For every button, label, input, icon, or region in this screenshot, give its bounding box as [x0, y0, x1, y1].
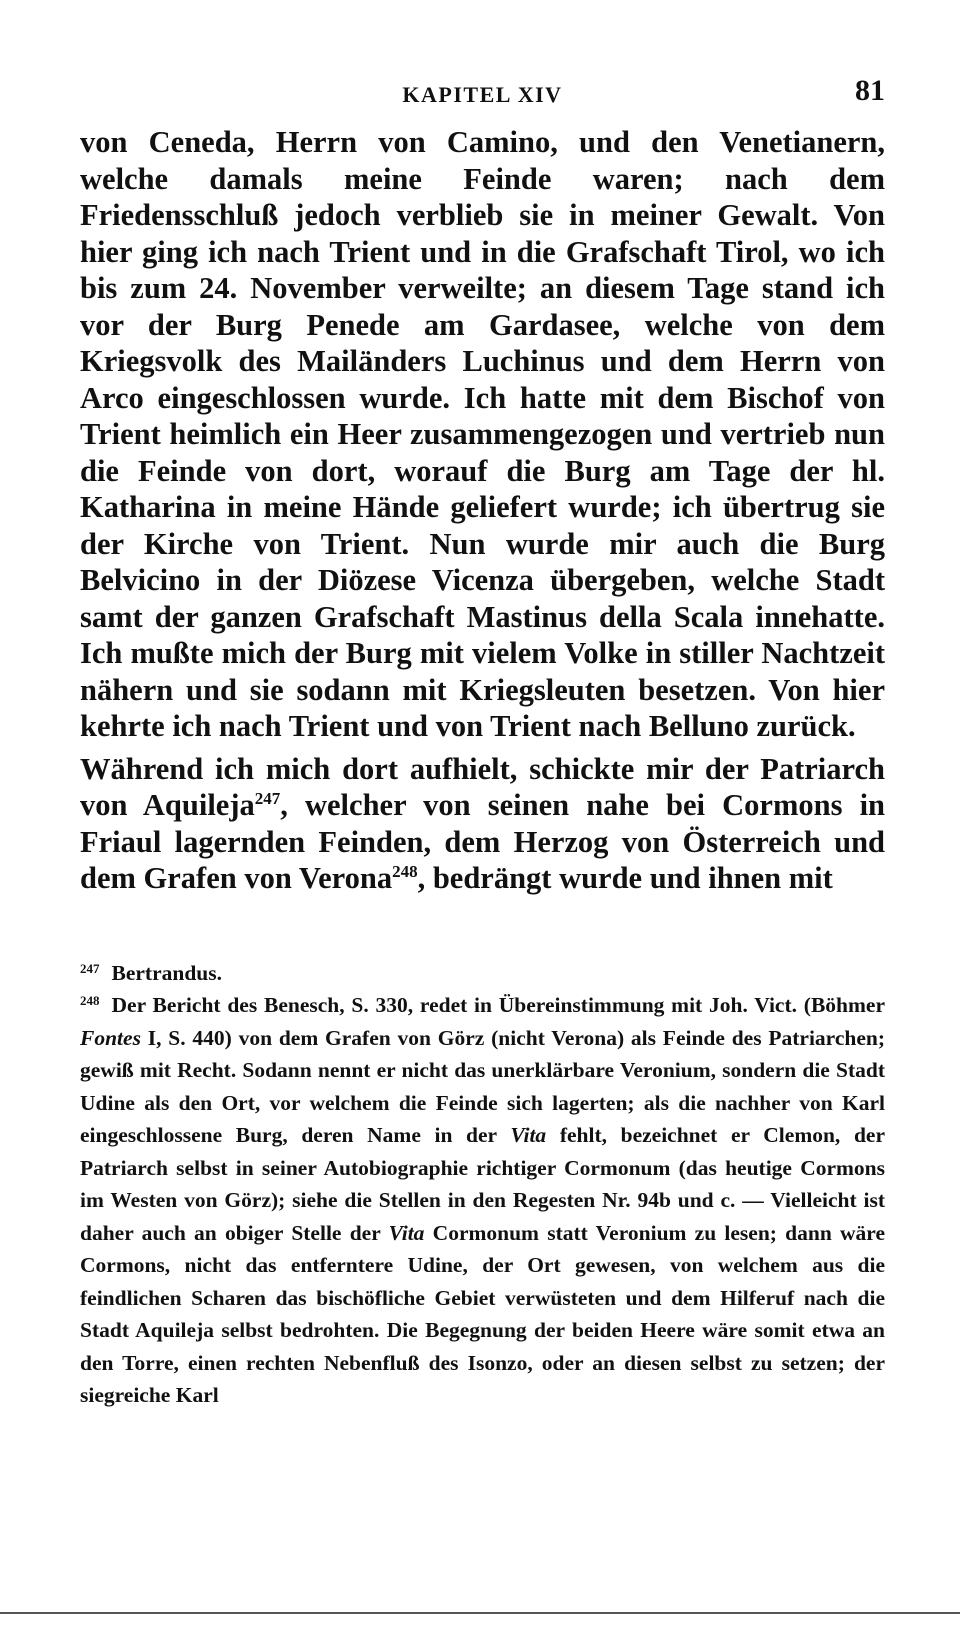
footnote-mark-247: 247	[80, 960, 100, 976]
footnote-248-text-4: Cormonum statt Veronium zu lesen; dann wäre Cormons, nicht das entferntere Udine, der Ort gewesen, von welchem aus die feindlichen Scharen das bischöfliche Gebiet verwüsteten und dem Hilferuf nach die Stadt Aquileja selbst bedrohten. Die Begegnung der beiden Heere wäre somit etwa an den Torre, einen rechten Nebenfluß des Isonzo, oder an diesen selbst zu setzen; der siegreiche Karl	[80, 1220, 885, 1407]
footnote-248-fontes: Fontes	[80, 1025, 141, 1050]
book-page	[80, 70, 885, 1412]
footnote-248-text-1: Der Bericht des Benesch, S. 330, redet in Übereinstimmung mit Joh. Vict. (Böhmer	[111, 993, 885, 1017]
footnote-248	[80, 989, 885, 1412]
footnote-248-vita-1: Vita	[510, 1123, 547, 1147]
footnotes	[80, 957, 885, 1412]
footnote-248-text-3: fehlt, bezeichnet er Clemon, der Patriarch selbst in seiner Autobiographie richtiger Cormonum (das heutige Cormons im Westen von Görz); siehe die Stellen in den Regesten Nr. 94b und c. — Vielleicht ist daher auch an obiger Stelle der	[80, 1123, 885, 1245]
paragraph-2-part-2: , welcher von seinen nahe bei Cormons in Friaul lagernden Feinden, dem Herzog von Österreich und dem Grafen von Verona	[80, 788, 886, 895]
footnote-248-vita-2: Vita	[388, 1220, 425, 1245]
paragraph-1: von Ceneda, Herrn von Camino, und den Venetianern, welche damals meine Feinde waren; nach dem Friedensschluß jedoch verblieb sie in meiner Gewalt. Von hier ging ich nach Trient und in die Grafschaft Tirol, wo ich bis zum 24. November verweilte; an diesem Tage stand ich vor der Burg Penede am Gardasee, welche von dem Kriegsvolk des Mailänders Luchinus und dem Herrn von Arco eingeschlossen wurde. Ich hatte mit dem Bischof von Trient heimlich ein Heer zusammengezogen und vertrieb nun die Feinde von dort, worauf die Burg am Tage der hl. Katharina in meine Hände geliefert wurde; ich übertrug sie der Kirche von Trient. Nun wurde mir auch die Burg Belvicino in der Diözese Vicenza übergeben, welche Stadt samt der ganzen Grafschaft Mastinus della Scala innehatte. Ich mußte mich der Burg mit vielem Volke in stiller Nachtzeit nähern und sie sodann mit Kriegsleuten besetzen. Von hier kehrte ich nach Trient und von Trient nach Belluno zurück.	[80, 125, 885, 743]
running-head	[80, 70, 885, 112]
page-number: 81	[855, 74, 885, 107]
paragraph-2-part-3: , bedrängt wurde und ihnen mit	[417, 861, 833, 895]
bottom-edge-rule	[0, 1612, 960, 1614]
footnote-247-text: Bertrandus.	[111, 960, 222, 985]
main-text	[80, 124, 885, 897]
footnote-247	[80, 957, 885, 990]
footnote-ref-248[interactable]: 248	[392, 862, 418, 881]
footnote-248-text-2: I, S. 440) von dem Grafen von Görz (nicht Verona) als Feinde des Patriarchen; gewiß mit Recht. Sodann nennt er nicht das unerklärbare Veronium, sondern die Stadt Udine als den Ort, vor welchem die Feinde sich lagerten; als die nachher von Karl eingeschlossene Burg, deren Name in der	[80, 1025, 885, 1147]
footnote-ref-247[interactable]: 247	[254, 789, 281, 808]
chapter-title: KAPITEL XIV	[402, 82, 563, 107]
paragraph-2-part-1: Während ich mich dort aufhielt, schickte mir der Patriarch von Aquileja	[80, 751, 885, 822]
paragraph-2	[80, 751, 885, 897]
footnote-mark-248: 248	[80, 993, 100, 1008]
